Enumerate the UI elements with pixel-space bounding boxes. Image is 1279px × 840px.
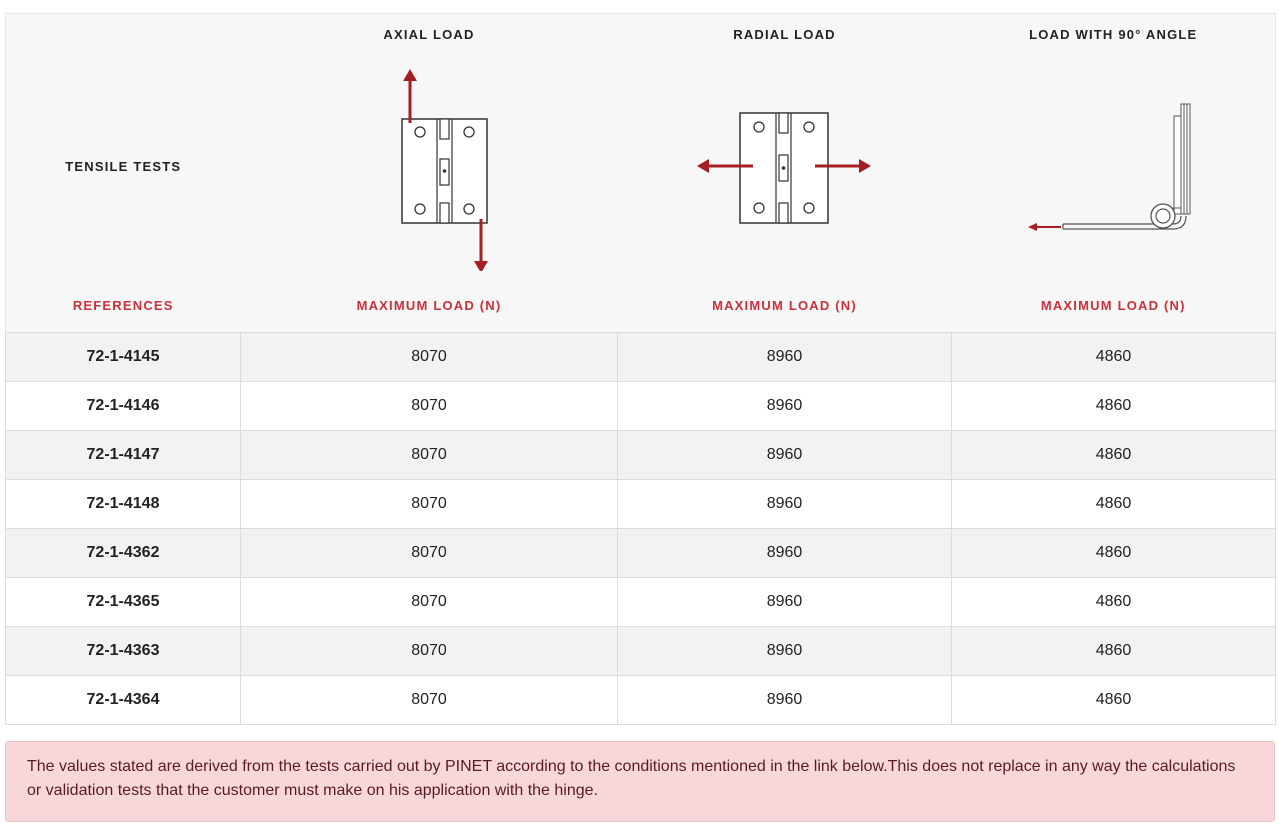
reference-cell: 72-1-4148 [6,480,241,529]
radial-load-cell: 8960 [618,578,952,627]
reference-cell: 72-1-4364 [6,676,241,725]
subheader-max-load-angle: MAXIMUM LOAD (N) [952,278,1276,333]
table-row [6,431,1276,480]
header-axial-load: AXIAL LOAD [241,14,618,55]
axial-load-cell: 8070 [241,578,618,627]
radial-load-illustration [618,54,952,278]
table-row [6,382,1276,431]
tensile-tests-table [5,13,1276,725]
angle-load-cell: 4860 [952,333,1276,382]
angle-load-cell: 4860 [952,529,1276,578]
table-row [6,333,1276,382]
angle-load-cell: 4860 [952,627,1276,676]
axial-load-cell: 8070 [241,529,618,578]
radial-load-cell: 8960 [618,529,952,578]
axial-load-illustration [241,54,618,278]
table-row [6,529,1276,578]
radial-load-cell: 8960 [618,382,952,431]
radial-load-hinge-icon [695,101,875,231]
angle-load-hinge-icon [1023,96,1203,236]
subheader-references: REFERENCES [6,278,241,333]
radial-load-cell: 8960 [618,627,952,676]
angle-load-cell: 4860 [952,578,1276,627]
reference-cell: 72-1-4146 [6,382,241,431]
reference-cell: 72-1-4147 [6,431,241,480]
angle-load-cell: 4860 [952,431,1276,480]
tensile-tests-label: TENSILE TESTS [6,54,241,278]
angle-load-cell: 4860 [952,480,1276,529]
axial-load-cell: 8070 [241,431,618,480]
table-row [6,676,1276,725]
tensile-tests-table-wrapper [5,13,1275,725]
table-row [6,627,1276,676]
axial-load-cell: 8070 [241,676,618,725]
axial-load-cell: 8070 [241,333,618,382]
radial-load-cell: 8960 [618,676,952,725]
radial-load-cell: 8960 [618,431,952,480]
axial-load-hinge-icon [369,61,489,271]
reference-cell: 72-1-4145 [6,333,241,382]
table-row [6,578,1276,627]
reference-cell: 72-1-4365 [6,578,241,627]
reference-cell: 72-1-4362 [6,529,241,578]
subheader-max-load-axial: MAXIMUM LOAD (N) [241,278,618,333]
header-angle-load: LOAD WITH 90° ANGLE [952,14,1276,55]
table-row [6,480,1276,529]
axial-load-cell: 8070 [241,480,618,529]
angle-load-illustration [952,54,1276,278]
reference-cell: 72-1-4363 [6,627,241,676]
axial-load-cell: 8070 [241,627,618,676]
header-empty [6,14,241,55]
disclaimer-alert: The values stated are derived from the tests carried out by PINET according to the conditions mentioned in the link below.This does not replace in any way the calculations or validation tests that the customer must make on his application with the hinge. [5,741,1275,822]
angle-load-cell: 4860 [952,676,1276,725]
radial-load-cell: 8960 [618,480,952,529]
header-radial-load: RADIAL LOAD [618,14,952,55]
axial-load-cell: 8070 [241,382,618,431]
angle-load-cell: 4860 [952,382,1276,431]
radial-load-cell: 8960 [618,333,952,382]
subheader-max-load-radial: MAXIMUM LOAD (N) [618,278,952,333]
